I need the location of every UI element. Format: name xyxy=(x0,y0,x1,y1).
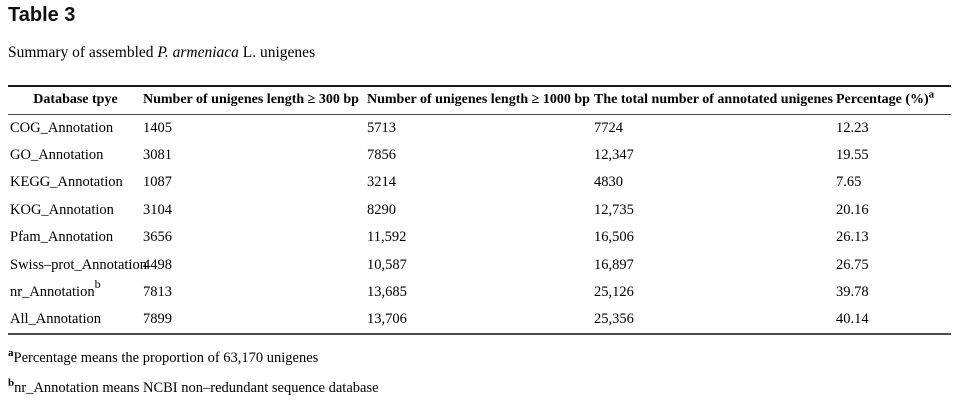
cell-value: 7856 xyxy=(367,146,396,163)
cell-value: 12.23 xyxy=(836,119,869,136)
table-row xyxy=(8,169,951,197)
cell-value: 7724 xyxy=(594,119,623,136)
row-label: Swiss–prot_Annotation xyxy=(10,256,147,273)
cell-value: 20.16 xyxy=(836,201,869,218)
cell-value: 25,126 xyxy=(594,284,634,301)
row-label: Pfam_Annotation xyxy=(10,229,114,246)
cell-value: 8290 xyxy=(367,201,396,218)
cell-value: 7813 xyxy=(143,284,172,301)
table-title: Table 3 xyxy=(8,4,76,26)
table-row xyxy=(8,114,951,142)
cell-value: 3656 xyxy=(143,229,172,246)
table-row xyxy=(8,307,951,335)
row-label: All_Annotation xyxy=(10,311,102,328)
cell-value: 1405 xyxy=(143,119,172,136)
row-label: nr_Annotation xyxy=(10,284,95,301)
cell-value: 10,587 xyxy=(367,256,407,273)
footnote-b-marker: b xyxy=(8,377,15,390)
cell-value: 11,592 xyxy=(367,229,407,246)
cell-value: 26.13 xyxy=(836,229,869,246)
header-database-type: Database tpye xyxy=(8,86,143,114)
cell-value: 12,735 xyxy=(594,201,634,218)
cell-value: 16,897 xyxy=(594,256,634,273)
row-label-sup: b xyxy=(94,277,101,292)
table-row xyxy=(8,279,951,307)
footnote-a-text: Percentage means the proportion of 63,170 unigenes xyxy=(13,350,319,366)
cell-value: 7899 xyxy=(143,307,367,335)
cell-value: 26.75 xyxy=(836,256,869,273)
footnote-b-text: nr_Annotation means NCBI non–redundant sequence database xyxy=(14,380,379,396)
cell-value: 40.14 xyxy=(836,307,951,335)
footnote-a-marker: a xyxy=(8,347,14,360)
cell-value: 13,706 xyxy=(367,307,594,335)
header-percentage xyxy=(836,86,951,114)
cell-value: 4830 xyxy=(594,174,623,191)
footnote-a xyxy=(8,347,319,367)
row-label: COG_Annotation xyxy=(10,119,114,136)
row-label: KEGG_Annotation xyxy=(10,174,123,191)
table-row xyxy=(8,252,951,280)
cell-value: 3214 xyxy=(367,174,396,191)
header-unigenes-300bp: Number of unigenes length ≥ 300 bp xyxy=(143,86,367,114)
header-percentage-label: Percentage (%) xyxy=(836,92,929,108)
cell-value: 5713 xyxy=(367,119,396,136)
table-header-row xyxy=(8,86,951,114)
table-row xyxy=(8,197,951,225)
caption-prefix: Summary of assembled xyxy=(8,44,158,61)
cell-value: 25,356 xyxy=(594,307,836,335)
cell-value: 1087 xyxy=(143,174,172,191)
cell-value: 19.55 xyxy=(836,146,869,163)
header-percentage-sup: a xyxy=(928,88,935,101)
cell-value: 16,506 xyxy=(594,229,634,246)
cell-value: 12,347 xyxy=(594,146,634,163)
cell-value: 3081 xyxy=(143,146,172,163)
cell-value: 13,685 xyxy=(367,284,407,301)
footnote-b xyxy=(8,377,379,397)
species-name: P. armeniaca xyxy=(157,44,239,61)
row-label: GO_Annotation xyxy=(10,146,104,163)
table-row xyxy=(8,142,951,170)
table-row xyxy=(8,224,951,252)
cell-value: 3104 xyxy=(143,201,172,218)
header-total-annotated: The total number of annotated unigenes xyxy=(594,86,836,114)
table-caption xyxy=(8,44,315,62)
unigenes-table xyxy=(8,85,951,335)
caption-suffix: L. unigenes xyxy=(238,44,316,61)
header-unigenes-1000bp: Number of unigenes length ≥ 1000 bp xyxy=(367,86,594,114)
cell-value: 7.65 xyxy=(836,174,862,191)
cell-value: 4498 xyxy=(143,256,172,273)
cell-value: 39.78 xyxy=(836,284,869,301)
row-label: KOG_Annotation xyxy=(10,201,114,218)
